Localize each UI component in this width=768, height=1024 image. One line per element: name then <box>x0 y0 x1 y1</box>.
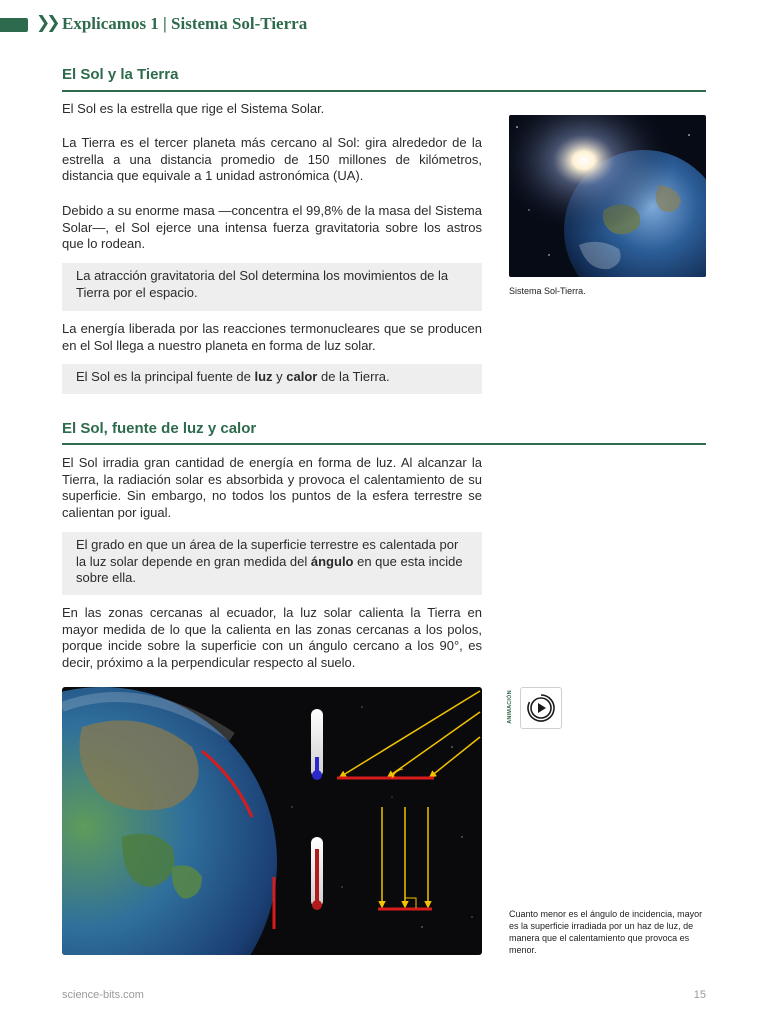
page-header-title: Explicamos 1 | Sistema Sol-Tierra <box>62 14 308 33</box>
callout-text: en que esta incide sobre ella. <box>76 553 463 586</box>
page-number: 15 <box>693 989 706 1001</box>
paragraph: En las zonas cercanas al ecuador, la luz solar calienta la Tierra en mayor medida de lo que la calienta en las zonas cercanas a los polos, porque incide sobre la superficie con un ángulo cercano a los 90°, es decir, próximo a la perpendicular respecto al suelo. <box>62 605 482 670</box>
section-title-sol-tierra: El Sol y la Tierra <box>62 66 179 83</box>
keyword-luz: luz <box>254 369 273 384</box>
footer-site: science-bits.com <box>62 989 144 1001</box>
diagram-caption: Cuanto menor es el ángulo de incidencia, mayor es la superficie irradiada por un haz de luz, de manera que el calentamiento que provoca es menor. <box>509 909 703 955</box>
callout-box <box>62 364 482 394</box>
section-divider <box>62 90 706 92</box>
play-icon <box>521 688 561 728</box>
photo-earth-sun <box>509 115 706 277</box>
section-divider <box>62 443 706 445</box>
paragraph: El Sol es la estrella que rige el Sistema Solar. <box>62 101 325 116</box>
paragraph: Debido a su enorme masa —concentra el 99,8% de la masa del Sistema Solar—, el Sol ejerce una intensa fuerza gravitatoria sobre los astros que lo rodean. <box>62 203 482 252</box>
callout-text: de la Tierra. <box>317 369 390 384</box>
animation-label <box>505 690 519 730</box>
keyword-angulo: ángulo <box>310 553 354 569</box>
callout-text: y <box>272 369 287 384</box>
photo-caption: Sistema Sol-Tierra. <box>509 286 586 296</box>
chevron-right-icon: ❯❯ <box>36 13 57 33</box>
callout-box: La atracción gravitatoria del Sol determina los movimientos de la Tierra por el espacio. <box>62 263 482 311</box>
paragraph: La Tierra es el tercer planeta más cercano al Sol: gira alrededor de la estrella a una distancia promedio de 150 millones de kilómetros, distancia que equivale a 1 unidad astronómica (UA). <box>62 135 482 184</box>
diagram-sun-angle <box>62 687 482 955</box>
callout-text: El grado en que un área de la superficie terrestre es calentada por la luz solar depende en gran medida del <box>76 537 459 569</box>
keyword-calor: calor <box>286 369 318 384</box>
header-accent-bar <box>0 18 28 32</box>
callout-text: El Sol es la principal fuente de <box>76 369 255 384</box>
animation-label-text: ANIMACIÓN <box>506 690 513 724</box>
play-animation-button[interactable] <box>520 687 562 729</box>
callout-box <box>62 532 482 595</box>
section-title-luz-calor: El Sol, fuente de luz y calor <box>62 420 257 437</box>
paragraph: La energía liberada por las reacciones termonucleares que se producen en el Sol llega a nuestro planeta en forma de luz solar. <box>62 321 482 353</box>
paragraph: El Sol irradia gran cantidad de energía en forma de luz. Al alcanzar la Tierra, la radiación solar es absorbida y provoca el calentamiento de su superficie. Sin embargo, no todos los puntos de la esfera terrestre se calientan por igual. <box>62 455 482 520</box>
